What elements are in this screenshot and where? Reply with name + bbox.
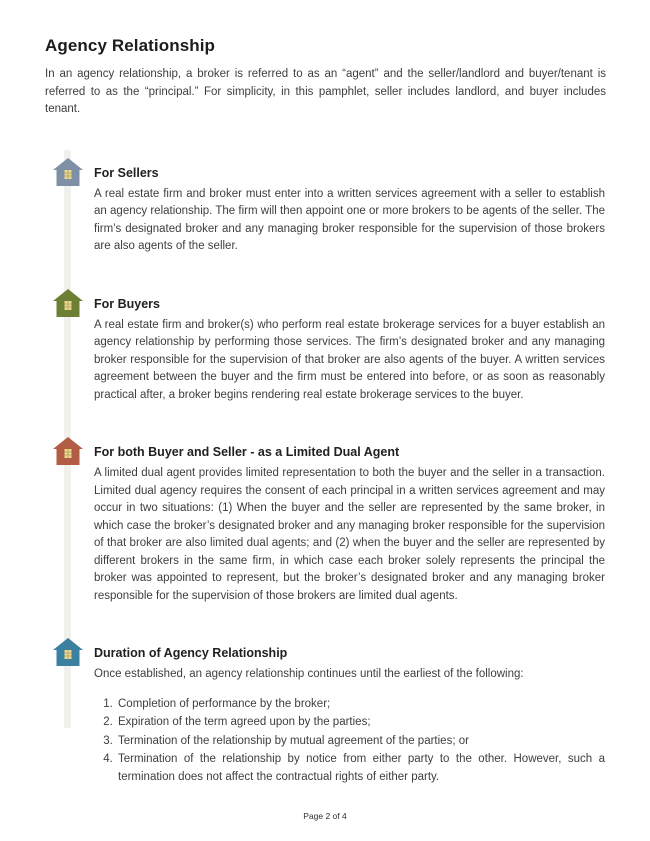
section-duration xyxy=(0,646,650,786)
sections-container xyxy=(0,166,650,787)
section-body: A real estate firm and broker must enter into a written services agreement with a seller to establish an agency relationship. The firm will then appoint one or more brokers to be agents of the seller. The firm’s designated broker and any managing broker responsible for the supervision of those brokers are also agents of the seller. xyxy=(94,187,605,252)
section-body: A real estate firm and broker(s) who perform real estate brokerage services for a buyer establish an agency relationship by performing those services. The firm’s designated broker and any managing broker responsible for the supervision of that broker are also agents of the buyer. A written services agreement between the buyer and the firm must be entered into before, or as soon as reasonably practical after, a broker begins rendering real estate brokerage services to the buyer. xyxy=(94,318,605,401)
list-item: 2. Expiration of the term agreed upon by the parties; xyxy=(116,714,605,732)
section-for-buyers xyxy=(0,297,650,405)
section-heading: For Buyers xyxy=(94,296,160,311)
list-item: 1. Completion of performance by the broker; xyxy=(116,696,605,714)
house-icon xyxy=(52,436,84,469)
section-dual-agent xyxy=(0,445,650,605)
section-heading: Duration of Agency Relationship xyxy=(94,646,288,660)
section-body: Once established, an agency relationship continues until the earliest of the following: xyxy=(94,668,524,680)
page-number: Page 2 of 4 xyxy=(303,811,347,821)
intro-paragraph: In an agency relationship, a broker is referred to as an “agent” and the seller/landlord and buyer/tenant is referred to as the “principal.” For simplicity, in this pamphlet, seller includes landlord, and buyer includes tenant. xyxy=(45,68,606,115)
section-body: A limited dual agent provides limited representation to both the buyer and the seller in a transaction. Limited dual agency requires the consent of each principal in a written services agreement and may occur in two situations: (1) When the buyer and the seller are represented by the same broker, in which case the broker’s designated broker and any managing broker responsible for the supervision of that broker are also limited dual agents; and (2) when the buyer and the seller are represented by different brokers in the same firm, in which case each broker solely represents the principal the broker was appointed to represent, but the broker’s designated broker and any managing broker responsible for the supervision of those brokers are limited dual agents. xyxy=(94,467,605,602)
list-item: 4. Termination of the relationship by notice from either party to the other. However, such a termination does not affect the contractual rights of either party. xyxy=(116,751,605,786)
section-for-sellers xyxy=(0,166,650,256)
section-heading: For Sellers xyxy=(94,165,159,180)
list-item: 3. Termination of the relationship by mutual agreement of the parties; or xyxy=(116,733,605,751)
page-title: Agency Relationship xyxy=(45,36,216,55)
house-icon xyxy=(52,637,84,670)
duration-list xyxy=(94,696,605,787)
house-icon xyxy=(52,157,84,190)
house-icon xyxy=(52,288,84,321)
section-heading: For both Buyer and Seller - as a Limited Dual Agent xyxy=(94,445,400,459)
